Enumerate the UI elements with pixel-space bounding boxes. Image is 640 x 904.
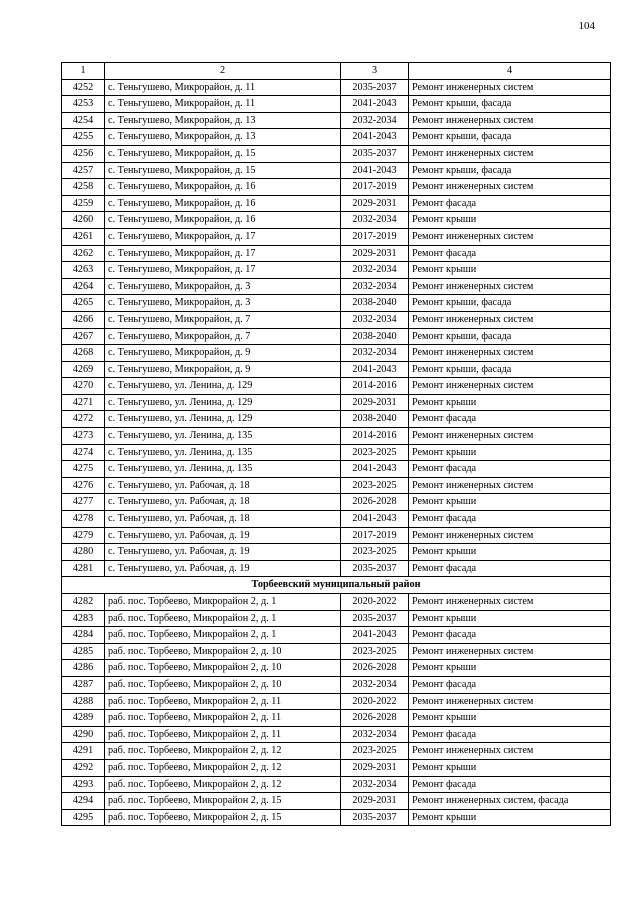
address-cell: раб. пос. Торбеево, Микрорайон 2, д. 12 bbox=[105, 743, 341, 760]
address-cell: с. Теньгушево, Микрорайон, д. 13 bbox=[105, 129, 341, 146]
address-cell: раб. пос. Торбеево, Микрорайон 2, д. 11 bbox=[105, 726, 341, 743]
period-cell: 2023-2025 bbox=[341, 643, 409, 660]
table-row bbox=[62, 594, 611, 611]
work-type-cell: Ремонт крыши bbox=[409, 212, 611, 229]
period-cell: 2017-2019 bbox=[341, 527, 409, 544]
address-cell: раб. пос. Торбеево, Микрорайон 2, д. 10 bbox=[105, 676, 341, 693]
period-cell: 2035-2037 bbox=[341, 610, 409, 627]
table-row bbox=[62, 494, 611, 511]
table-row bbox=[62, 295, 611, 312]
work-type-cell: Ремонт крыши bbox=[409, 759, 611, 776]
work-type-cell: Ремонт крыши, фасада bbox=[409, 328, 611, 345]
address-cell: с. Теньгушево, ул. Рабочая, д. 19 bbox=[105, 527, 341, 544]
page-number: 104 bbox=[578, 20, 595, 32]
row-number-cell: 4295 bbox=[62, 809, 105, 826]
period-cell: 2029-2031 bbox=[341, 195, 409, 212]
work-type-cell: Ремонт крыши, фасада bbox=[409, 96, 611, 113]
period-cell: 2032-2034 bbox=[341, 262, 409, 279]
period-cell: 2020-2022 bbox=[341, 693, 409, 710]
address-cell: с. Теньгушево, ул. Ленина, д. 135 bbox=[105, 444, 341, 461]
table-row bbox=[62, 162, 611, 179]
address-cell: с. Теньгушево, Микрорайон, д. 11 bbox=[105, 96, 341, 113]
period-cell: 2032-2034 bbox=[341, 212, 409, 229]
address-cell: с. Теньгушево, ул. Рабочая, д. 18 bbox=[105, 477, 341, 494]
work-type-cell: Ремонт крыши, фасада bbox=[409, 162, 611, 179]
column-header-address: 2 bbox=[105, 63, 341, 80]
table-row bbox=[62, 378, 611, 395]
period-cell: 2032-2034 bbox=[341, 345, 409, 362]
row-number-cell: 4280 bbox=[62, 544, 105, 561]
row-number-cell: 4256 bbox=[62, 145, 105, 162]
row-number-cell: 4278 bbox=[62, 511, 105, 528]
row-number-cell: 4269 bbox=[62, 361, 105, 378]
work-type-cell: Ремонт крыши bbox=[409, 660, 611, 677]
address-cell: с. Теньгушево, ул. Ленина, д. 135 bbox=[105, 428, 341, 445]
period-cell: 2026-2028 bbox=[341, 494, 409, 511]
work-type-cell: Ремонт крыши bbox=[409, 809, 611, 826]
period-cell: 2032-2034 bbox=[341, 726, 409, 743]
period-cell: 2035-2037 bbox=[341, 79, 409, 96]
period-cell: 2017-2019 bbox=[341, 228, 409, 245]
row-number-cell: 4291 bbox=[62, 743, 105, 760]
row-number-cell: 4273 bbox=[62, 428, 105, 445]
address-cell: с. Теньгушево, Микрорайон, д. 15 bbox=[105, 162, 341, 179]
table-row bbox=[62, 145, 611, 162]
address-cell: с. Теньгушево, Микрорайон, д. 13 bbox=[105, 112, 341, 129]
period-cell: 2023-2025 bbox=[341, 743, 409, 760]
work-type-cell: Ремонт крыши bbox=[409, 710, 611, 727]
table-row bbox=[62, 212, 611, 229]
address-cell: с. Теньгушево, Микрорайон, д. 7 bbox=[105, 311, 341, 328]
work-type-cell: Ремонт крыши bbox=[409, 610, 611, 627]
row-number-cell: 4275 bbox=[62, 461, 105, 478]
work-type-cell: Ремонт инженерных систем bbox=[409, 179, 611, 196]
address-cell: с. Теньгушево, Микрорайон, д. 9 bbox=[105, 345, 341, 362]
work-type-cell: Ремонт инженерных систем bbox=[409, 228, 611, 245]
table-row bbox=[62, 428, 611, 445]
table-row bbox=[62, 759, 611, 776]
work-type-cell: Ремонт фасада bbox=[409, 511, 611, 528]
address-cell: с. Теньгушево, Микрорайон, д. 16 bbox=[105, 195, 341, 212]
row-number-cell: 4279 bbox=[62, 527, 105, 544]
period-cell: 2035-2037 bbox=[341, 145, 409, 162]
period-cell: 2029-2031 bbox=[341, 394, 409, 411]
table-row bbox=[62, 328, 611, 345]
table-row bbox=[62, 710, 611, 727]
address-cell: раб. пос. Торбеево, Микрорайон 2, д. 10 bbox=[105, 660, 341, 677]
address-cell: с. Теньгушево, ул. Рабочая, д. 18 bbox=[105, 511, 341, 528]
address-cell: раб. пос. Торбеево, Микрорайон 2, д. 11 bbox=[105, 693, 341, 710]
table-row bbox=[62, 228, 611, 245]
row-number-cell: 4267 bbox=[62, 328, 105, 345]
period-cell: 2029-2031 bbox=[341, 793, 409, 810]
table-row bbox=[62, 610, 611, 627]
row-number-cell: 4258 bbox=[62, 179, 105, 196]
work-type-cell: Ремонт крыши bbox=[409, 262, 611, 279]
row-number-cell: 4265 bbox=[62, 295, 105, 312]
header-row bbox=[62, 63, 611, 80]
row-number-cell: 4292 bbox=[62, 759, 105, 776]
work-type-cell: Ремонт фасада bbox=[409, 676, 611, 693]
address-cell: с. Теньгушево, Микрорайон, д. 7 bbox=[105, 328, 341, 345]
capital-repair-table bbox=[61, 62, 611, 826]
row-number-cell: 4286 bbox=[62, 660, 105, 677]
row-number-cell: 4276 bbox=[62, 477, 105, 494]
address-cell: с. Теньгушево, ул. Ленина, д. 129 bbox=[105, 378, 341, 395]
row-number-cell: 4290 bbox=[62, 726, 105, 743]
work-type-cell: Ремонт фасада bbox=[409, 195, 611, 212]
period-cell: 2032-2034 bbox=[341, 278, 409, 295]
table-row bbox=[62, 676, 611, 693]
table-row bbox=[62, 361, 611, 378]
table-row bbox=[62, 627, 611, 644]
work-type-cell: Ремонт крыши, фасада bbox=[409, 295, 611, 312]
row-number-cell: 4274 bbox=[62, 444, 105, 461]
period-cell: 2029-2031 bbox=[341, 245, 409, 262]
period-cell: 2038-2040 bbox=[341, 295, 409, 312]
work-type-cell: Ремонт фасада bbox=[409, 245, 611, 262]
work-type-cell: Ремонт крыши bbox=[409, 394, 611, 411]
work-type-cell: Ремонт инженерных систем bbox=[409, 527, 611, 544]
table-row bbox=[62, 793, 611, 810]
address-cell: с. Теньгушево, ул. Ленина, д. 135 bbox=[105, 461, 341, 478]
address-cell: раб. пос. Торбеево, Микрорайон 2, д. 11 bbox=[105, 710, 341, 727]
period-cell: 2017-2019 bbox=[341, 179, 409, 196]
table-row bbox=[62, 527, 611, 544]
table-row bbox=[62, 112, 611, 129]
table-row bbox=[62, 394, 611, 411]
period-cell: 2041-2043 bbox=[341, 511, 409, 528]
work-type-cell: Ремонт крыши bbox=[409, 494, 611, 511]
work-type-cell: Ремонт крыши, фасада bbox=[409, 361, 611, 378]
row-number-cell: 4260 bbox=[62, 212, 105, 229]
period-cell: 2023-2025 bbox=[341, 444, 409, 461]
work-type-cell: Ремонт крыши, фасада bbox=[409, 129, 611, 146]
row-number-cell: 4281 bbox=[62, 560, 105, 577]
table-row bbox=[62, 477, 611, 494]
table-body bbox=[62, 63, 611, 826]
work-type-cell: Ремонт инженерных систем bbox=[409, 112, 611, 129]
row-number-cell: 4289 bbox=[62, 710, 105, 727]
table-row bbox=[62, 444, 611, 461]
row-number-cell: 4277 bbox=[62, 494, 105, 511]
address-cell: раб. пос. Торбеево, Микрорайон 2, д. 12 bbox=[105, 759, 341, 776]
address-cell: раб. пос. Торбеево, Микрорайон 2, д. 1 bbox=[105, 610, 341, 627]
table-row bbox=[62, 96, 611, 113]
address-cell: с. Теньгушево, Микрорайон, д. 9 bbox=[105, 361, 341, 378]
address-cell: с. Теньгушево, Микрорайон, д. 3 bbox=[105, 295, 341, 312]
table-row bbox=[62, 262, 611, 279]
row-number-cell: 4287 bbox=[62, 676, 105, 693]
table-row bbox=[62, 809, 611, 826]
work-type-cell: Ремонт фасада bbox=[409, 560, 611, 577]
period-cell: 2032-2034 bbox=[341, 676, 409, 693]
row-number-cell: 4284 bbox=[62, 627, 105, 644]
row-number-cell: 4293 bbox=[62, 776, 105, 793]
period-cell: 2041-2043 bbox=[341, 96, 409, 113]
table-row bbox=[62, 726, 611, 743]
address-cell: с. Теньгушево, ул. Рабочая, д. 18 bbox=[105, 494, 341, 511]
work-type-cell: Ремонт фасада bbox=[409, 411, 611, 428]
work-type-cell: Ремонт инженерных систем bbox=[409, 643, 611, 660]
period-cell: 2041-2043 bbox=[341, 627, 409, 644]
address-cell: раб. пос. Торбеево, Микрорайон 2, д. 1 bbox=[105, 627, 341, 644]
address-cell: с. Теньгушево, Микрорайон, д. 16 bbox=[105, 212, 341, 229]
work-type-cell: Ремонт инженерных систем bbox=[409, 693, 611, 710]
address-cell: с. Теньгушево, Микрорайон, д. 15 bbox=[105, 145, 341, 162]
period-cell: 2035-2037 bbox=[341, 560, 409, 577]
period-cell: 2014-2016 bbox=[341, 428, 409, 445]
period-cell: 2023-2025 bbox=[341, 477, 409, 494]
work-type-cell: Ремонт инженерных систем bbox=[409, 278, 611, 295]
work-type-cell: Ремонт фасада bbox=[409, 726, 611, 743]
table-row bbox=[62, 693, 611, 710]
column-header-period: 3 bbox=[341, 63, 409, 80]
table-row bbox=[62, 544, 611, 561]
address-cell: с. Теньгушево, Микрорайон, д. 17 bbox=[105, 245, 341, 262]
row-number-cell: 4254 bbox=[62, 112, 105, 129]
section-header-row bbox=[62, 577, 611, 594]
period-cell: 2041-2043 bbox=[341, 461, 409, 478]
row-number-cell: 4259 bbox=[62, 195, 105, 212]
work-type-cell: Ремонт инженерных систем bbox=[409, 378, 611, 395]
work-type-cell: Ремонт фасада bbox=[409, 627, 611, 644]
work-type-cell: Ремонт инженерных систем bbox=[409, 345, 611, 362]
work-type-cell: Ремонт фасада bbox=[409, 461, 611, 478]
period-cell: 2020-2022 bbox=[341, 594, 409, 611]
row-number-cell: 4263 bbox=[62, 262, 105, 279]
address-cell: с. Теньгушево, Микрорайон, д. 16 bbox=[105, 179, 341, 196]
address-cell: с. Теньгушево, Микрорайон, д. 17 bbox=[105, 262, 341, 279]
row-number-cell: 4285 bbox=[62, 643, 105, 660]
table-row bbox=[62, 278, 611, 295]
period-cell: 2026-2028 bbox=[341, 660, 409, 677]
row-number-cell: 4272 bbox=[62, 411, 105, 428]
period-cell: 2041-2043 bbox=[341, 162, 409, 179]
address-cell: раб. пос. Торбеево, Микрорайон 2, д. 12 bbox=[105, 776, 341, 793]
address-cell: с. Теньгушево, ул. Ленина, д. 129 bbox=[105, 394, 341, 411]
table-row bbox=[62, 311, 611, 328]
work-type-cell: Ремонт инженерных систем bbox=[409, 428, 611, 445]
row-number-cell: 4268 bbox=[62, 345, 105, 362]
period-cell: 2026-2028 bbox=[341, 710, 409, 727]
row-number-cell: 4282 bbox=[62, 594, 105, 611]
row-number-cell: 4266 bbox=[62, 311, 105, 328]
work-type-cell: Ремонт инженерных систем, фасада bbox=[409, 793, 611, 810]
address-cell: раб. пос. Торбеево, Микрорайон 2, д. 15 bbox=[105, 809, 341, 826]
address-cell: с. Теньгушево, ул. Рабочая, д. 19 bbox=[105, 560, 341, 577]
row-number-cell: 4253 bbox=[62, 96, 105, 113]
row-number-cell: 4255 bbox=[62, 129, 105, 146]
table-row bbox=[62, 643, 611, 660]
table-row bbox=[62, 660, 611, 677]
table-row bbox=[62, 129, 611, 146]
row-number-cell: 4283 bbox=[62, 610, 105, 627]
period-cell: 2035-2037 bbox=[341, 809, 409, 826]
period-cell: 2032-2034 bbox=[341, 112, 409, 129]
period-cell: 2038-2040 bbox=[341, 411, 409, 428]
address-cell: раб. пос. Торбеево, Микрорайон 2, д. 10 bbox=[105, 643, 341, 660]
work-type-cell: Ремонт крыши bbox=[409, 444, 611, 461]
address-cell: с. Теньгушево, Микрорайон, д. 17 bbox=[105, 228, 341, 245]
period-cell: 2041-2043 bbox=[341, 129, 409, 146]
table-row bbox=[62, 511, 611, 528]
table-row bbox=[62, 179, 611, 196]
row-number-cell: 4262 bbox=[62, 245, 105, 262]
address-cell: с. Теньгушево, ул. Ленина, д. 129 bbox=[105, 411, 341, 428]
work-type-cell: Ремонт инженерных систем bbox=[409, 79, 611, 96]
section-title: Торбеевский муниципальный район bbox=[62, 577, 611, 594]
work-type-cell: Ремонт инженерных систем bbox=[409, 594, 611, 611]
table-row bbox=[62, 245, 611, 262]
address-cell: раб. пос. Торбеево, Микрорайон 2, д. 15 bbox=[105, 793, 341, 810]
table-row bbox=[62, 461, 611, 478]
work-type-cell: Ремонт инженерных систем bbox=[409, 743, 611, 760]
work-type-cell: Ремонт крыши bbox=[409, 544, 611, 561]
column-header-work-type: 4 bbox=[409, 63, 611, 80]
address-cell: раб. пос. Торбеево, Микрорайон 2, д. 1 bbox=[105, 594, 341, 611]
work-type-cell: Ремонт инженерных систем bbox=[409, 477, 611, 494]
table-row bbox=[62, 195, 611, 212]
table-row bbox=[62, 743, 611, 760]
row-number-cell: 4271 bbox=[62, 394, 105, 411]
period-cell: 2038-2040 bbox=[341, 328, 409, 345]
period-cell: 2023-2025 bbox=[341, 544, 409, 561]
period-cell: 2032-2034 bbox=[341, 311, 409, 328]
row-number-cell: 4294 bbox=[62, 793, 105, 810]
row-number-cell: 4288 bbox=[62, 693, 105, 710]
row-number-cell: 4252 bbox=[62, 79, 105, 96]
table-row bbox=[62, 560, 611, 577]
work-type-cell: Ремонт фасада bbox=[409, 776, 611, 793]
address-cell: с. Теньгушево, Микрорайон, д. 11 bbox=[105, 79, 341, 96]
period-cell: 2032-2034 bbox=[341, 776, 409, 793]
work-type-cell: Ремонт инженерных систем bbox=[409, 145, 611, 162]
table-row bbox=[62, 411, 611, 428]
column-header-number: 1 bbox=[62, 63, 105, 80]
work-type-cell: Ремонт инженерных систем bbox=[409, 311, 611, 328]
address-cell: с. Теньгушево, ул. Рабочая, д. 19 bbox=[105, 544, 341, 561]
row-number-cell: 4261 bbox=[62, 228, 105, 245]
row-number-cell: 4264 bbox=[62, 278, 105, 295]
address-cell: с. Теньгушево, Микрорайон, д. 3 bbox=[105, 278, 341, 295]
period-cell: 2029-2031 bbox=[341, 759, 409, 776]
table-row bbox=[62, 79, 611, 96]
table-row bbox=[62, 776, 611, 793]
period-cell: 2014-2016 bbox=[341, 378, 409, 395]
row-number-cell: 4257 bbox=[62, 162, 105, 179]
period-cell: 2041-2043 bbox=[341, 361, 409, 378]
row-number-cell: 4270 bbox=[62, 378, 105, 395]
table-row bbox=[62, 345, 611, 362]
